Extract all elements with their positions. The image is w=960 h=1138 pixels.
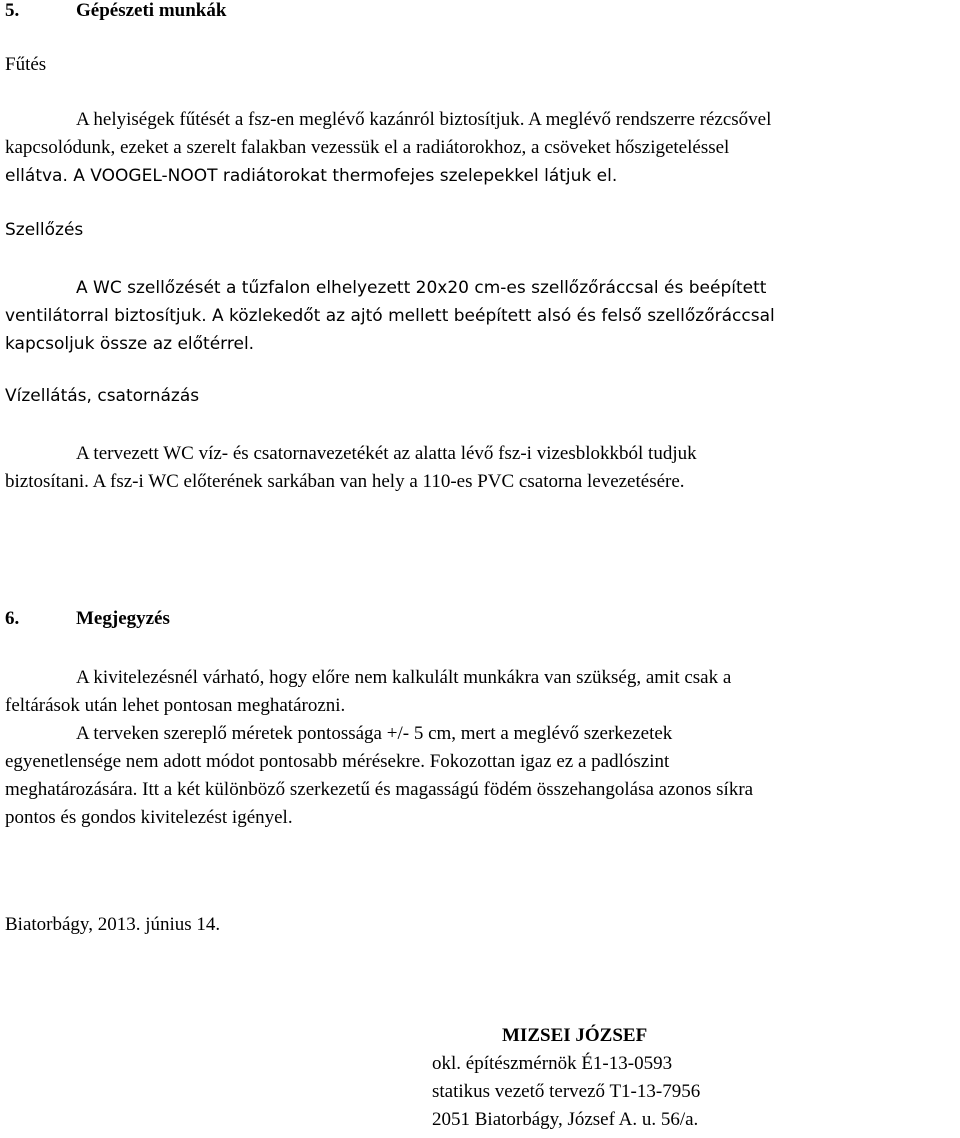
section-6-title: Megjegyzés — [76, 608, 170, 629]
megjegyzes-paragraph — [5, 664, 960, 832]
paragraph-line: meghatározására. Itt a két különböző szerkezetű és magasságú födém összehangolása azonos síkra — [5, 779, 754, 800]
futes-paragraph — [5, 106, 960, 190]
signature-block — [432, 1022, 700, 1134]
paragraph-line: egyenetlensége nem adott módot pontosabb mérésekre. Fokozottan igaz ez a padlószint — [5, 751, 670, 772]
signature-address: 2051 Biatorbágy, József A. u. 56/a. — [432, 1109, 699, 1130]
signature-title: okl. építészmérnök É1-13-0593 — [432, 1053, 673, 1074]
szellozes-paragraph — [5, 274, 960, 358]
paragraph-line: A kivitelezésnél várható, hogy előre nem kalkulált munkákra van szükség, amit csak a — [76, 667, 732, 688]
paragraph-line: A helyiségek fűtését a fsz-en meglévő kazánról biztosítjuk. A meglévő rendszerre rézcsővel — [76, 109, 772, 130]
paragraph-line: kapcsolódunk, ezeket a szerelt falakban vezessük el a radiátorokhoz, a csöveket hőszigeteléssel — [5, 137, 730, 158]
signature-role: statikus vezető tervező T1-13-7956 — [432, 1081, 701, 1102]
paragraph-line: A terveken szereplő méretek pontossága +/- 5 cm, mert a meglévő szerkezetek — [76, 723, 673, 744]
section-5-number: 5. — [5, 0, 20, 21]
signature-name: MIZSEI JÓZSEF — [502, 1025, 648, 1046]
paragraph-line: ellátva. A VOOGEL-NOOT radiátorokat thermofejes szelepekkel látjuk el. — [5, 166, 618, 186]
paragraph-line: A WC szellőzését a tűzfalon elhelyezett 20x20 cm-es szellőzőráccsal és beépített — [76, 278, 767, 298]
paragraph-line: A tervezett WC víz- és csatornavezetékét az alatta lévő fsz-i vizesblokkból tudjuk — [76, 443, 697, 464]
paragraph-line: kapcsoljuk össze az előtérrel. — [5, 334, 255, 354]
section-5-title: Gépészeti munkák — [76, 0, 227, 21]
vizellatas-heading: Vízellátás, csatornázás — [5, 386, 200, 406]
place-date: Biatorbágy, 2013. június 14. — [5, 914, 221, 935]
paragraph-line: pontos és gondos kivitelezést igényel. — [5, 807, 293, 828]
section-6-number: 6. — [5, 608, 20, 629]
paragraph-line: biztosítani. A fsz-i WC előterének sarkában van hely a 110-es PVC csatorna levezetésére. — [5, 471, 685, 492]
paragraph-line: feltárások után lehet pontosan meghatározni. — [5, 695, 346, 716]
futes-heading: Fűtés — [5, 54, 47, 75]
szellozes-heading: Szellőzés — [5, 220, 84, 240]
vizellatas-paragraph — [5, 440, 960, 496]
paragraph-line: ventilátorral biztosítjuk. A közlekedőt az ajtó mellett beépített alsó és felső szellőzőráccsal — [5, 306, 775, 326]
